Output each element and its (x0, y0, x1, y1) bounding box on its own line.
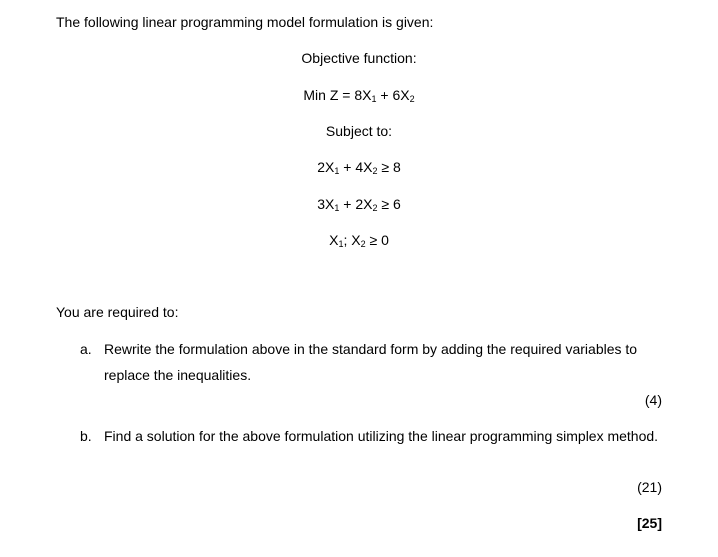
constraint-1: $2X_1 + 4X_2 \ge 8$ (317, 159, 401, 176)
required-label: You are required to: (56, 304, 179, 320)
intro-text: The following linear programming model formulation is given: (56, 14, 434, 30)
non-negativity-constraint: $X_1$; $X_2 \ge 0$ (329, 232, 389, 249)
question-b-marks: (21) (637, 479, 662, 495)
question-a-marks: (4) (644, 392, 662, 408)
question-b-letter: b. (80, 428, 92, 444)
total-marks: [25] (637, 515, 662, 531)
subject-to-label: Subject to: (325, 123, 393, 139)
question-a-text: Rewrite the formulation above in the standard form by adding the required variables to replace the inequalities. (104, 341, 638, 383)
constraint-2: $3X_1 + 2X_2 \ge 6$ (317, 196, 401, 213)
objective-label: Objective function: (301, 50, 417, 66)
question-b-text: Find a solution for the above formulation utilizing the linear programming simplex method. (104, 428, 659, 444)
objective-function: Min $Z = 8X_1 + 6X_2$ (303, 87, 415, 104)
question-a-letter: a. (80, 341, 92, 357)
